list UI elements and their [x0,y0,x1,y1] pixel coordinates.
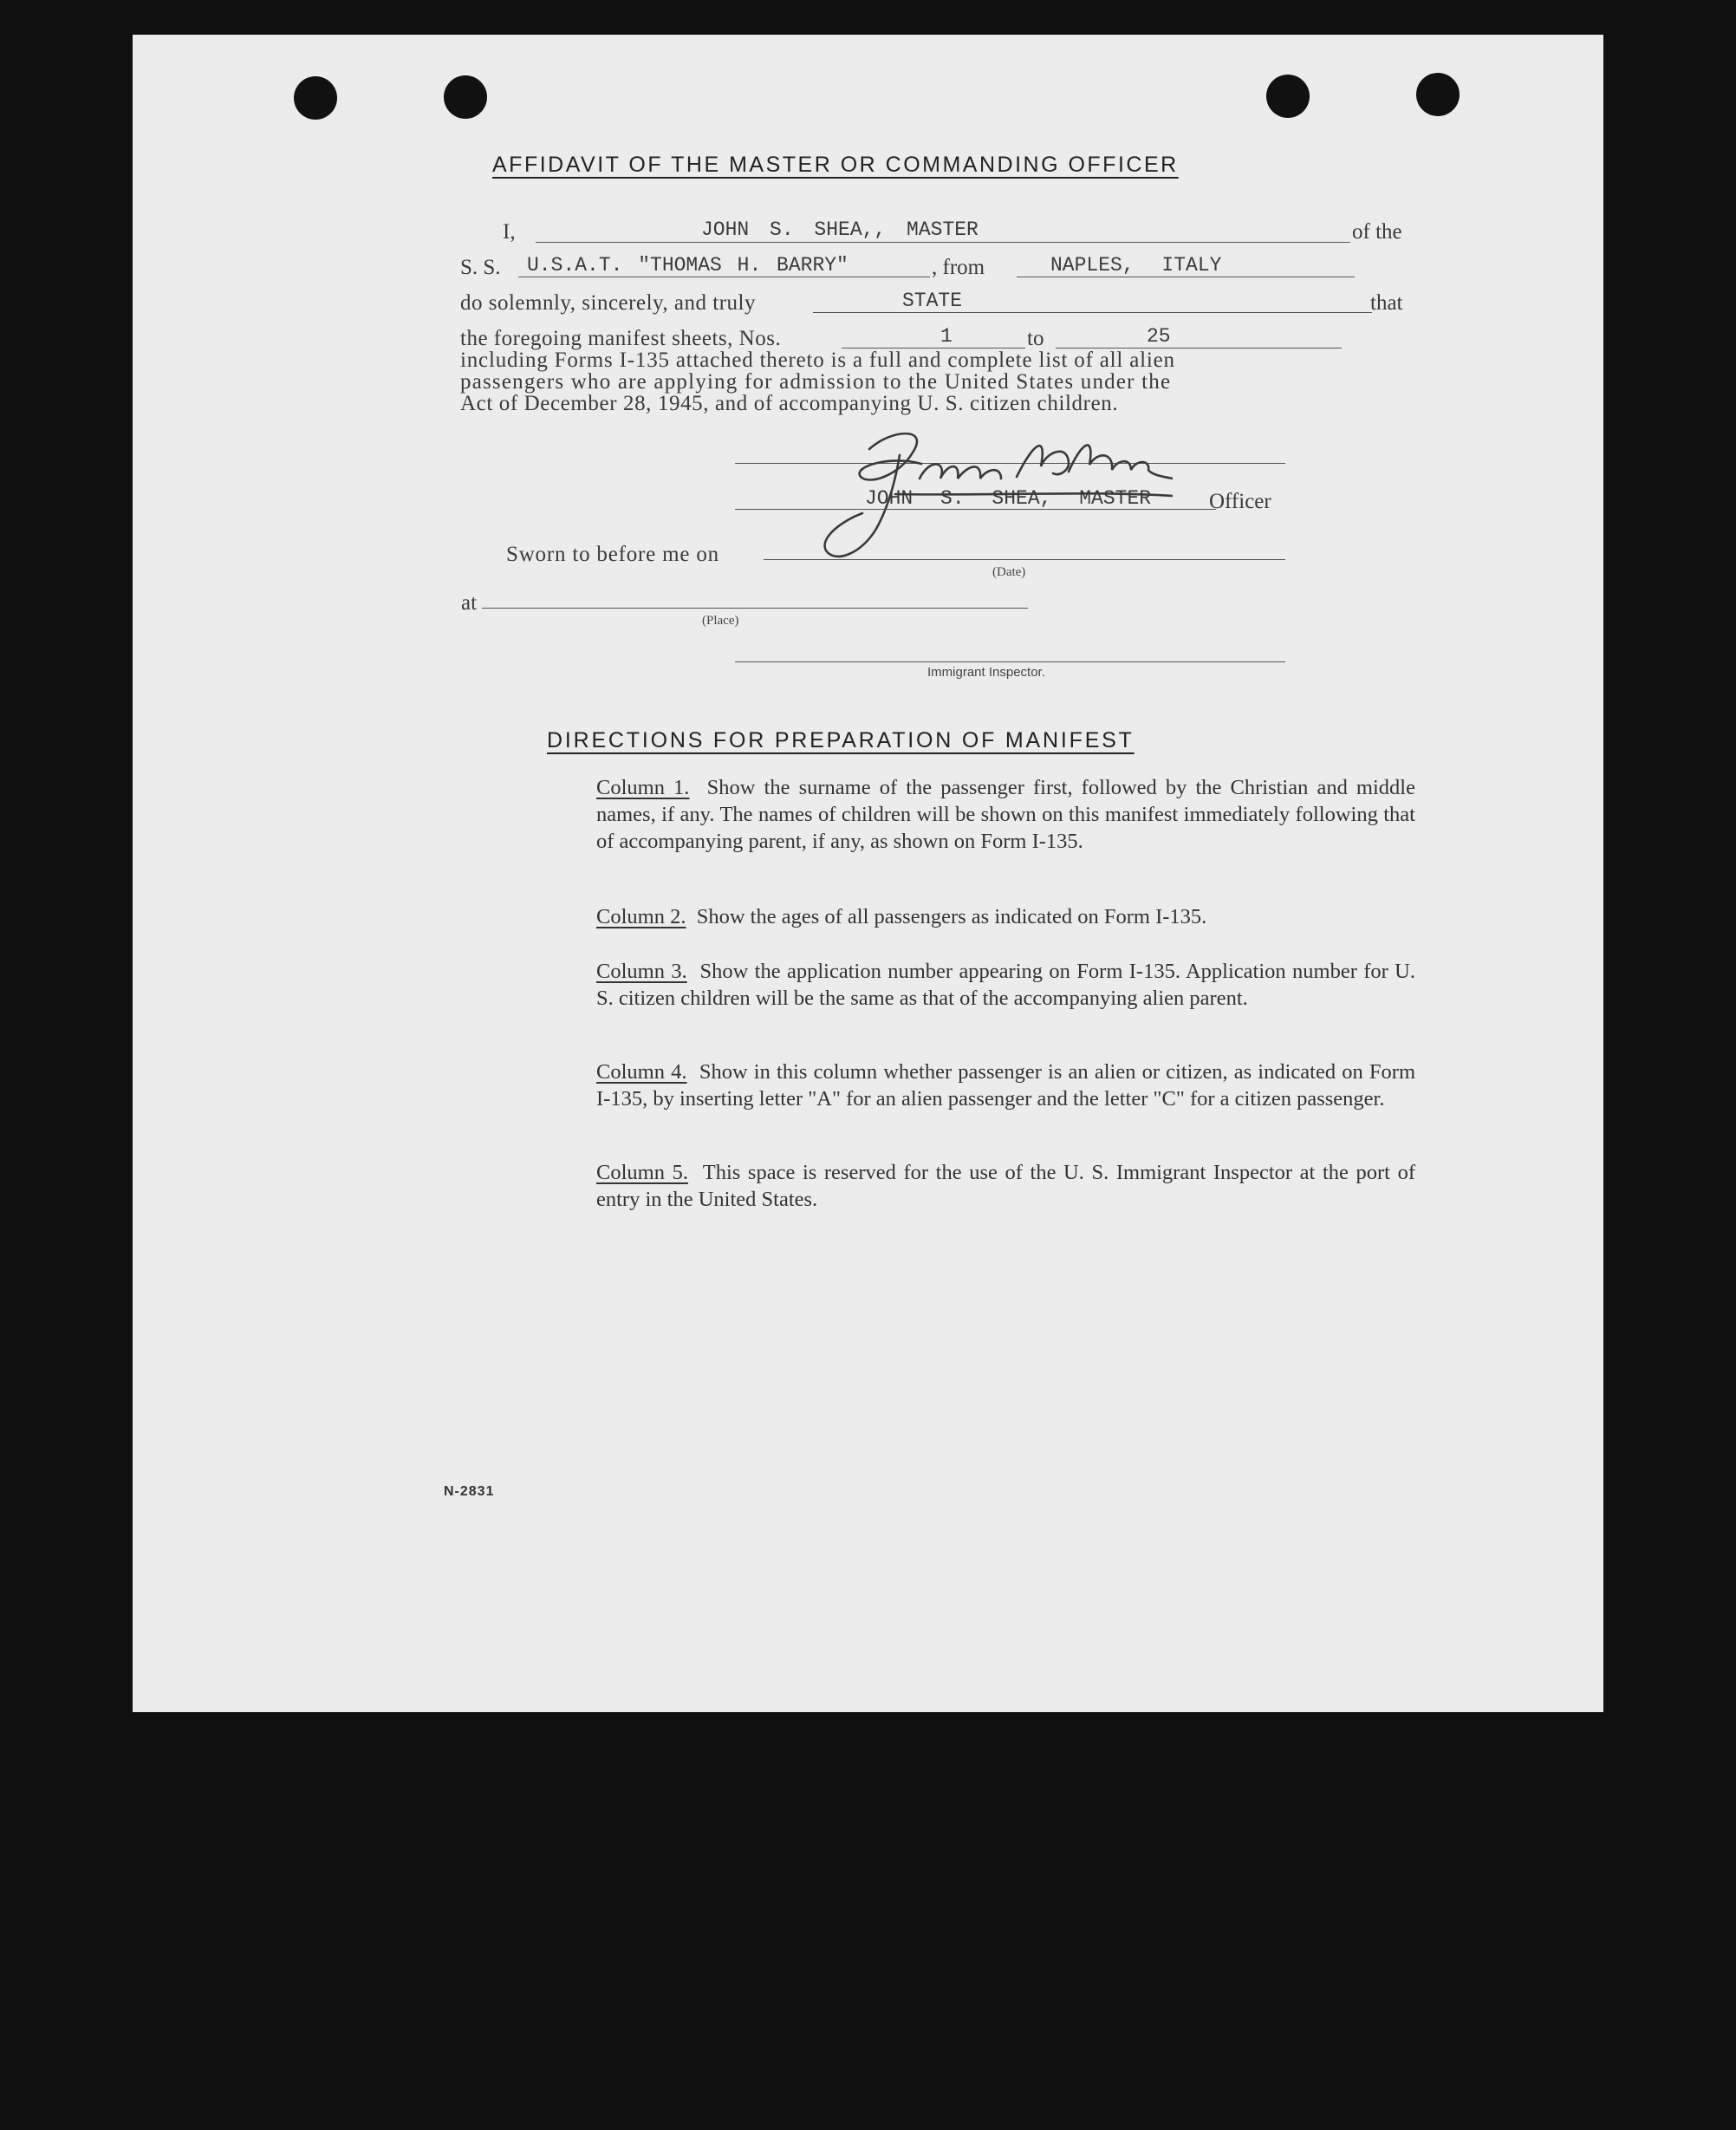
document-page [133,35,1603,1712]
punch-hole [1266,75,1310,118]
place-caption: (Place) [702,614,739,628]
officer-typed-name: JOHN S. SHEA, MASTER [865,487,1152,510]
affidavit-line-act: Act of December 28, 1945, and of accompanying U. S. citizen children. [460,392,1119,415]
date-caption: (Date) [992,565,1026,579]
place-line [482,608,1028,609]
vessel-name-value: U.S.A.T. "THOMAS H. BARRY" [527,254,848,277]
state-value: STATE [902,290,963,312]
at-label: at [461,591,478,615]
sworn-text: Sworn to before me on [506,543,719,566]
punch-hole [444,75,487,119]
officer-label: Officer [1209,490,1271,513]
ss-label: S. S. [460,256,501,279]
inspector-caption: Immigrant Inspector. [927,665,1045,680]
foregoing-text: the foregoing manifest sheets, Nos. [460,327,782,350]
column-text: Show in this column whether passenger is an alien or citizen, as indicated on Form I-135, by inserting letter "A" for an alien passenger and the letter "C" for a citizen passenger. [596,1060,1416,1111]
inspector-signature-line [735,661,1285,662]
column-label: Column 5. [596,1161,688,1184]
column-text: Show the surname of the passenger first, followed by the Christian and middle names, if any. The names of children will be shown on this manifest immediately following that of accompanying parent, if any, as shown on Form I-135. [596,776,1415,853]
affidavit-line-including: including Forms I-135 attached thereto is a full and complete list of all alien [460,348,1175,372]
port-value: NAPLES, ITALY [1050,254,1222,277]
column-2-instruction [596,903,1415,930]
affidavit-line-passengers: passengers who are applying for admission to the United States under the [460,370,1172,394]
column-text: This space is reserved for the use of the U. S. Immigrant Inspector at the port of entry in the United States. [596,1161,1415,1211]
column-text: Show the application number appearing on Form I-135. Application number for U. S. citizen children will be the same as that of the accompanying alien parent. [596,960,1416,1010]
column-3-instruction [596,958,1415,1012]
solemnly-text: do solemnly, sincerely, and truly [460,291,756,315]
column-1-instruction [596,774,1415,855]
date-line [764,559,1285,560]
column-4-instruction [596,1058,1415,1112]
that-label: that [1370,291,1403,315]
column-text: Show the ages of all passengers as indicated on Form I-135. [696,905,1207,928]
state-line [813,312,1372,313]
form-number: N-2831 [444,1484,495,1499]
i-label: I, [503,220,516,244]
master-name-line [536,242,1350,243]
column-label: Column 1. [596,776,690,799]
master-name-value: JOHN S. SHEA,, MASTER [701,218,979,241]
sheet-to-value: 25 [1147,325,1171,348]
punch-hole [294,76,337,120]
column-label: Column 4. [596,1060,687,1084]
to-label: to [1027,327,1044,350]
affidavit-title: AFFIDAVIT OF THE MASTER OR COMMANDING OFFICER [492,153,1179,177]
column-5-instruction [596,1159,1415,1213]
punch-hole [1416,73,1460,116]
from-label: , from [932,256,985,279]
sheet-from-value: 1 [940,325,953,348]
column-label: Column 3. [596,960,687,983]
of-the-label: of the [1352,220,1402,244]
column-label: Column 2. [596,905,686,928]
directions-title: DIRECTIONS FOR PREPARATION OF MANIFEST [547,728,1135,752]
